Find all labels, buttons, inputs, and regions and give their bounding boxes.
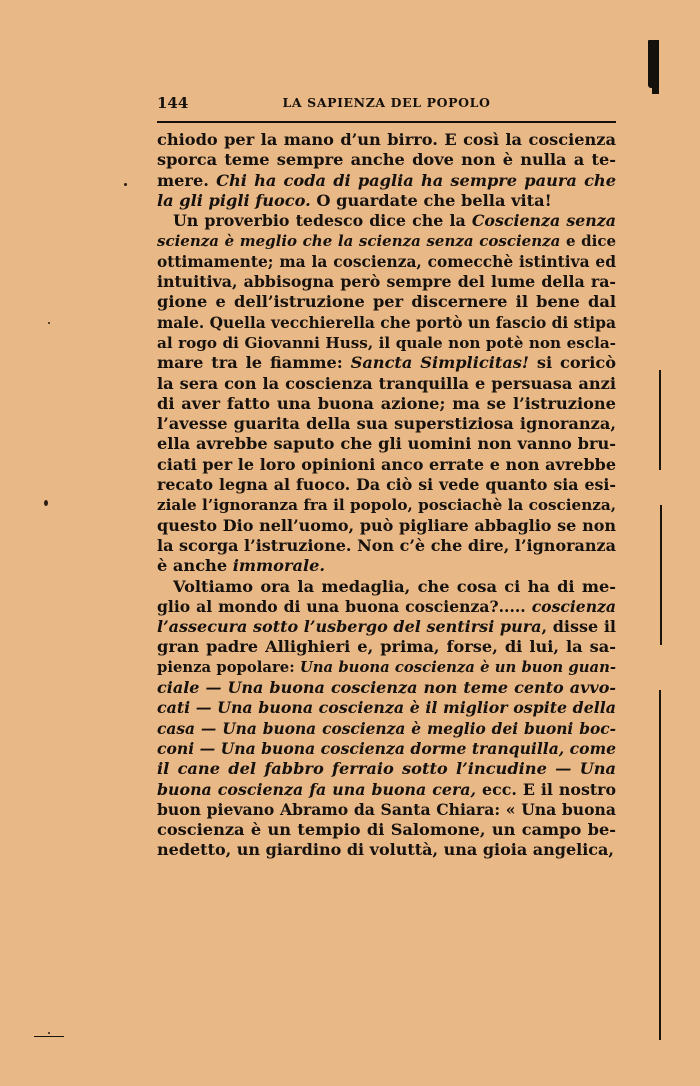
- text-run: gran padre Allighieri e, prima, forse, di lui, la sa-: [157, 637, 616, 657]
- text-line: [157, 536, 616, 556]
- italic-text: immorale.: [232, 556, 326, 576]
- text-run: ottimamente; ma la coscienza, comecchè istintiva ed: [157, 252, 616, 271]
- text-run: la scorga l’istruzione. Non c’è che dire, l’ignoranza: [157, 535, 616, 555]
- text-line: [157, 516, 616, 536]
- italic-text: Chi ha coda di paglia ha sempre paura che: [216, 170, 617, 190]
- text-run: nedetto, un giardino di voluttà, una gioia angelica,: [157, 840, 614, 860]
- text-run: e dice: [560, 232, 617, 251]
- header-rule: [157, 121, 616, 123]
- text-line: [157, 313, 616, 333]
- text-run: al rogo di Giovanni Huss, il quale non potè non escla-: [157, 333, 616, 352]
- italic-text: casa — Una buona coscienza è meglio dei buoni boc-: [157, 719, 616, 738]
- text-run: intuitiva, abbisogna però sempre del lume della ra-: [157, 272, 616, 292]
- text-line: [157, 658, 616, 678]
- text-run: chiodo per la mano d’un birro. E così la coscienza: [157, 130, 616, 149]
- margin-speck-icon: [48, 1032, 50, 1034]
- running-header: [157, 94, 616, 116]
- text-run: ella avrebbe saputo che gli uomini non vanno bru-: [157, 434, 616, 454]
- text-line: [157, 414, 616, 434]
- italic-text: Coscienza senza: [471, 211, 616, 231]
- text-line: [157, 171, 616, 191]
- margin-dash: [34, 1036, 64, 1037]
- text-run: Un proverbio tedesco dice che la: [173, 211, 472, 231]
- italic-text: l’assecura sotto l’usbergo del sentirsi pura: [157, 617, 542, 637]
- text-line: [157, 252, 616, 272]
- text-line: [157, 191, 616, 211]
- text-run: pienza popolare:: [157, 658, 300, 676]
- text-line: [157, 211, 616, 231]
- text-line: [157, 475, 616, 495]
- page-corner-mark-icon: [648, 40, 659, 88]
- text-run: l’avesse guarita della sua superstiziosa ignoranza,: [157, 414, 616, 434]
- text-run: recato legna al fuoco. Da ciò si vede quanto sia esi-: [157, 475, 616, 495]
- text-line: [157, 820, 616, 840]
- text-run: si coricò: [529, 353, 616, 373]
- page-number: 144: [157, 94, 189, 112]
- text-line: [157, 597, 616, 617]
- text-line: [157, 759, 616, 779]
- text-run: mere.: [157, 170, 217, 190]
- margin-speck-icon: [48, 322, 50, 324]
- italic-text: il cane del fabbro ferraio sotto l’incudine — Una: [157, 759, 616, 779]
- running-title: LA SAPIENZA DEL POPOLO: [282, 95, 491, 110]
- text-line: [157, 739, 616, 759]
- italic-text: la gli pigli fuoco.: [157, 190, 311, 210]
- page-edge-line: [660, 505, 662, 645]
- text-line: [157, 698, 616, 718]
- text-run: sporca teme sempre anche dove non è nulla a te-: [157, 150, 616, 170]
- text-run: glio al mondo di una buona coscienza?.....: [157, 596, 532, 616]
- text-run: Voltiamo ora la medaglia, che cosa ci ha di me-: [173, 576, 616, 596]
- text-run: di aver fatto una buona azione; ma se l’istruzione: [157, 393, 616, 413]
- text-line: [157, 719, 616, 739]
- text-run: , disse il: [541, 617, 616, 637]
- text-run: ecc. E il nostro: [476, 779, 616, 799]
- italic-text: Sancta Simplicitas!: [350, 353, 530, 373]
- text-run: O guardate che bella vita!: [310, 190, 552, 210]
- text-run: coscienza è un tempio di Salomone, un campo be-: [157, 820, 616, 840]
- page-edge-line: [659, 690, 661, 1040]
- italic-text: cati — Una buona coscienza è il miglior ospite della: [157, 698, 616, 718]
- text-line: [157, 150, 616, 170]
- margin-speck-icon: [124, 183, 127, 186]
- text-line: [157, 840, 616, 860]
- text-run: ziale l’ignoranza fra il popolo, posciachè la coscienza,: [157, 496, 616, 515]
- text-line: [157, 637, 616, 657]
- text-run: questo Dio nell’uomo, può pigliare abbaglio se non: [157, 515, 616, 535]
- text-line: [157, 800, 616, 820]
- text-line: [157, 231, 616, 251]
- text-run: buon pievano Abramo da Santa Chiara: « Una buona: [157, 799, 616, 819]
- text-line: [157, 292, 616, 312]
- text-line: [157, 577, 616, 597]
- text-line: [157, 455, 616, 475]
- text-line: [157, 272, 616, 292]
- italic-text: buona coscienza fa una buona cera,: [157, 779, 477, 799]
- text-run: mare tra le fiamme:: [157, 353, 351, 373]
- page-edge-line: [659, 370, 661, 470]
- text-run: la sera con la coscienza tranquilla e persuasa anzi: [157, 373, 616, 393]
- text-line: [157, 353, 616, 373]
- text-line: [157, 333, 616, 353]
- italic-text: ciale — Una buona coscienza non teme cento avvo-: [157, 678, 616, 698]
- text-run: gione e dell’istruzione per discernere il bene dal: [157, 292, 616, 312]
- italic-text: Una buona coscienza è un buon guan-: [299, 658, 616, 676]
- italic-text: scienza è meglio che la scienza senza coscienza: [157, 232, 561, 251]
- text-run: male. Quella vecchierella che portò un fascio di stipa: [157, 313, 616, 332]
- text-line: [157, 130, 616, 150]
- italic-text: coscienza: [531, 596, 616, 616]
- text-line: [157, 678, 616, 698]
- text-line: [157, 617, 616, 637]
- text-line: [157, 374, 616, 394]
- text-line: [157, 394, 616, 414]
- text-run: ciati per le loro opinioni anco errate e non avrebbe: [157, 454, 616, 474]
- margin-speck-icon: [44, 500, 48, 506]
- body-text: [157, 130, 616, 861]
- italic-text: coni — Una buona coscienza dorme tranquilla, come: [157, 738, 616, 758]
- text-line: [157, 434, 616, 454]
- text-run: è anche: [157, 556, 233, 576]
- text-line: [157, 495, 616, 515]
- text-line: [157, 780, 616, 800]
- text-line: [157, 556, 616, 576]
